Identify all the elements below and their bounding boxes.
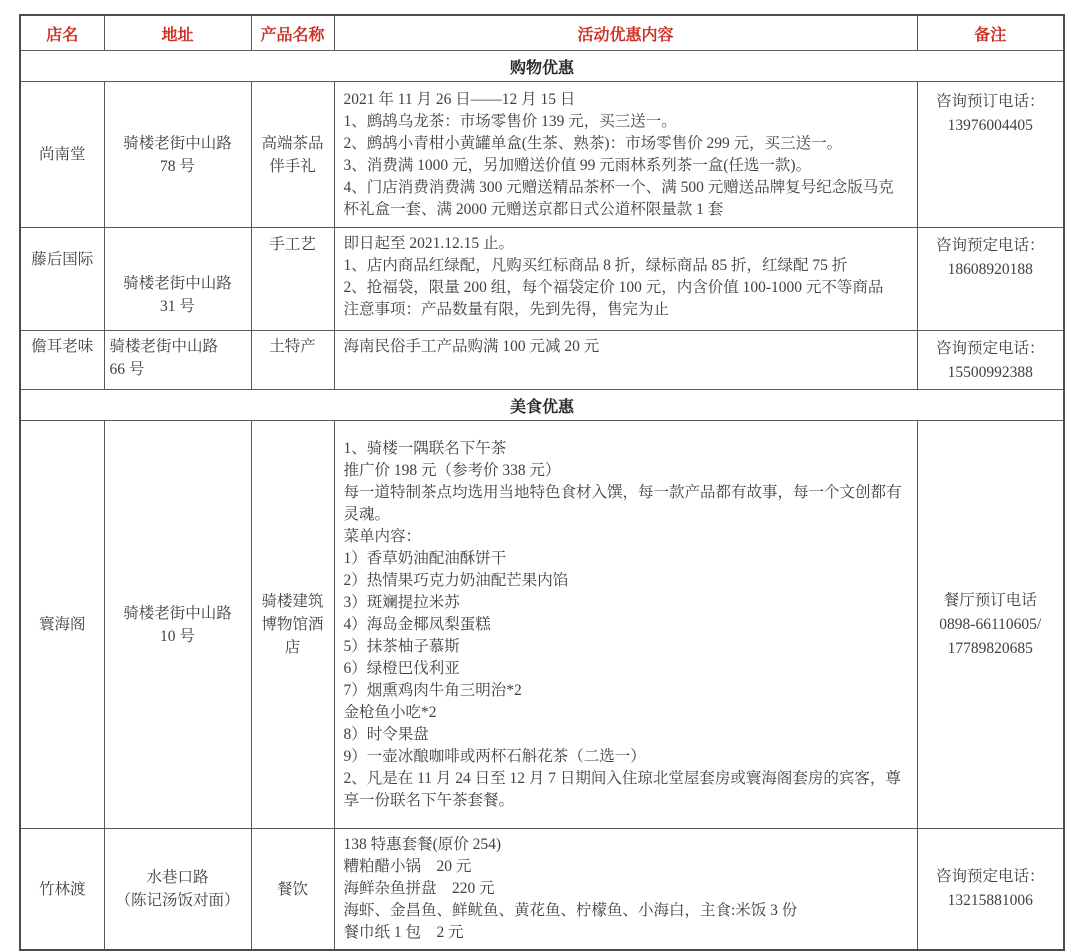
text-line: 9）一壶冰酿咖啡或两杯石斛花茶（二选一） xyxy=(343,747,646,765)
text-line: 金枪鱼小吃*2 xyxy=(343,703,437,721)
column-header-product: 产品名称 xyxy=(251,15,334,51)
text-line: 0898-66110605/ xyxy=(939,615,1042,633)
text-line: 骑楼老街中山路 xyxy=(123,604,232,622)
text-line: 店 xyxy=(284,639,301,656)
text-line: 手工艺 xyxy=(269,236,316,253)
remark-phone xyxy=(917,421,1064,829)
text-line: 注意事项：产品数量有限，先到先得，售完为止 xyxy=(343,301,670,318)
product-name xyxy=(251,421,334,829)
text-line: 2021 年 11 月 26 日——12 月 15 日 xyxy=(343,90,576,108)
remark-phone xyxy=(917,228,1064,331)
text-line: 13215881006 xyxy=(947,892,1033,909)
store-name: 尚南堂 xyxy=(20,82,104,228)
text-line: 骑楼老街中山路 xyxy=(123,275,232,292)
table-row-daner xyxy=(20,331,1064,390)
store-name: 儋耳老味 xyxy=(20,331,104,390)
text-line: 餐厅预订电话 xyxy=(943,591,1037,609)
text-line: 1、骑楼一隅联名下午茶 xyxy=(343,439,507,457)
column-header-remark: 备注 xyxy=(917,15,1064,51)
column-header-offer: 活动优惠内容 xyxy=(334,15,917,51)
text-line: 水巷口路 xyxy=(146,869,209,886)
text-line: 骑楼老街中山路 xyxy=(123,134,232,152)
text-line: 66 号 xyxy=(109,361,145,378)
store-name: 寰海阁 xyxy=(20,421,104,829)
store-name: 竹林渡 xyxy=(20,829,104,951)
text-line: 2、抢福袋，限量 200 组，每个福袋定价 100 元，内含价值 100-1000 元不等商品 xyxy=(343,279,884,296)
text-line: 3、消费满 1000 元，另加赠送价值 99 元雨林系列茶一盒(任选一款)。 xyxy=(343,156,812,174)
text-line: 伴手礼 xyxy=(269,157,316,175)
text-line: 1、鹧鸪乌龙茶：市场零售价 139 元，买三送一。 xyxy=(343,112,677,130)
text-line: 菜单内容： xyxy=(343,527,422,545)
promo-offers-document xyxy=(19,14,1063,951)
offer-details xyxy=(334,82,917,228)
offer-details xyxy=(334,228,917,331)
text-line: 1）香草奶油配油酥饼干 xyxy=(343,549,507,567)
text-line: 咨询预定电话： xyxy=(935,340,1045,357)
store-address xyxy=(104,228,251,331)
text-line: 5）抹茶柚子慕斯 xyxy=(343,637,460,655)
product-name xyxy=(251,331,334,390)
text-line: 4、门店消费消费满 300 元赠送精品茶杯一个、满 500 元赠送品牌复号纪念版马克杯礼盒一套、满 2000 元赠送京都日式公道杯限量款 1 套 xyxy=(343,178,894,218)
text-line: 糟粕醋小锅 20 元 xyxy=(343,858,472,875)
text-line: 餐巾纸 1 包 2 元 xyxy=(343,924,464,941)
table-row-tenghou xyxy=(20,228,1064,331)
text-line: （陈记汤饭对面） xyxy=(115,892,240,909)
remark-phone xyxy=(917,331,1064,390)
product-name xyxy=(251,82,334,228)
store-address xyxy=(104,331,251,390)
store-address xyxy=(104,421,251,829)
text-line: 海虾、金昌鱼、鲜鱿鱼、黄花鱼、柠檬鱼、小海白，主食:米饭 3 份 xyxy=(343,902,798,919)
text-line: 咨询预定电话： xyxy=(935,868,1045,885)
text-line: 6）绿橙巴伐利亚 xyxy=(343,659,460,677)
text-line: 78 号 xyxy=(160,157,195,175)
text-line: 餐饮 xyxy=(276,880,308,898)
text-line: 4）海岛金椰凤梨蛋糕 xyxy=(343,615,491,633)
text-line: 海南民俗手工产品购满 100 元减 20 元 xyxy=(343,338,600,355)
text-line: 31 号 xyxy=(160,298,195,315)
text-line: 2）热情果巧克力奶油配芒果内馅 xyxy=(343,571,569,589)
text-line: 咨询预订电话： xyxy=(935,93,1045,110)
text-line: 10 号 xyxy=(160,627,195,645)
table-row-zhulindu xyxy=(20,829,1064,951)
text-line: 8）时令果盘 xyxy=(343,725,429,743)
text-line: 18608920188 xyxy=(947,261,1033,278)
text-line: 1、店内商品红绿配，凡购买红标商品 8 折，绿标商品 85 折，红绿配 75 折 xyxy=(343,257,848,274)
store-address xyxy=(104,829,251,951)
text-line: 每一道特制茶点均选用当地特色食材入馔，每一款产品都有故事，每一个文创都有灵魂。 xyxy=(343,483,902,523)
text-line: 2、鹧鸪小青柑小黄罐单盒(生茶、熟茶)：市场零售价 299 元，买三送一。 xyxy=(343,134,843,152)
text-line: 2、凡是在 11 月 24 日至 12 月 7 日期间入住琼北堂屋套房或寰海阁套房的宾客，尊享一份联名下午茶套餐。 xyxy=(343,769,901,809)
remark-phone xyxy=(917,829,1064,951)
text-line: 高端茶品 xyxy=(261,134,324,152)
text-line: 3）斑斓提拉米苏 xyxy=(343,593,460,611)
offer-details xyxy=(334,829,917,951)
text-line: 咨询预定电话： xyxy=(935,237,1045,254)
text-line: 骑楼建筑 xyxy=(261,593,324,610)
text-line: 7）烟熏鸡肉牛角三明治*2 xyxy=(343,681,522,699)
section-title-shopping: 购物优惠 xyxy=(20,51,1064,82)
text-line: 17789820685 xyxy=(947,639,1033,657)
text-line: 即日起至 2021.12.15 止。 xyxy=(343,235,515,252)
remark-phone xyxy=(917,82,1064,228)
text-line: 15500992388 xyxy=(947,364,1033,381)
table-row-huanhaige xyxy=(20,421,1064,829)
section-title-food: 美食优惠 xyxy=(20,390,1064,421)
offers-table xyxy=(19,14,1065,951)
text-line: 推广价 198 元（参考价 338 元） xyxy=(343,461,561,479)
store-name: 藤后国际 xyxy=(20,228,104,331)
text-line: 土特产 xyxy=(269,338,316,355)
text-line: 海鲜杂鱼拼盘 220 元 xyxy=(343,880,495,897)
text-line: 博物馆酒 xyxy=(261,616,324,633)
product-name xyxy=(251,228,334,331)
text-line: 13976004405 xyxy=(947,117,1033,134)
store-address xyxy=(104,82,251,228)
text-line: 138 特惠套餐(原价 254) xyxy=(343,836,502,853)
section-header-row-shopping xyxy=(20,51,1064,82)
column-header-address: 地址 xyxy=(104,15,251,51)
text-line: 骑楼老街中山路 xyxy=(109,338,219,355)
product-name xyxy=(251,829,334,951)
offer-details xyxy=(334,421,917,829)
column-header-store: 店名 xyxy=(20,15,104,51)
table-header-row xyxy=(20,15,1064,51)
table-row-shangnantang xyxy=(20,82,1064,228)
offer-details xyxy=(334,331,917,390)
section-header-row-food xyxy=(20,390,1064,421)
